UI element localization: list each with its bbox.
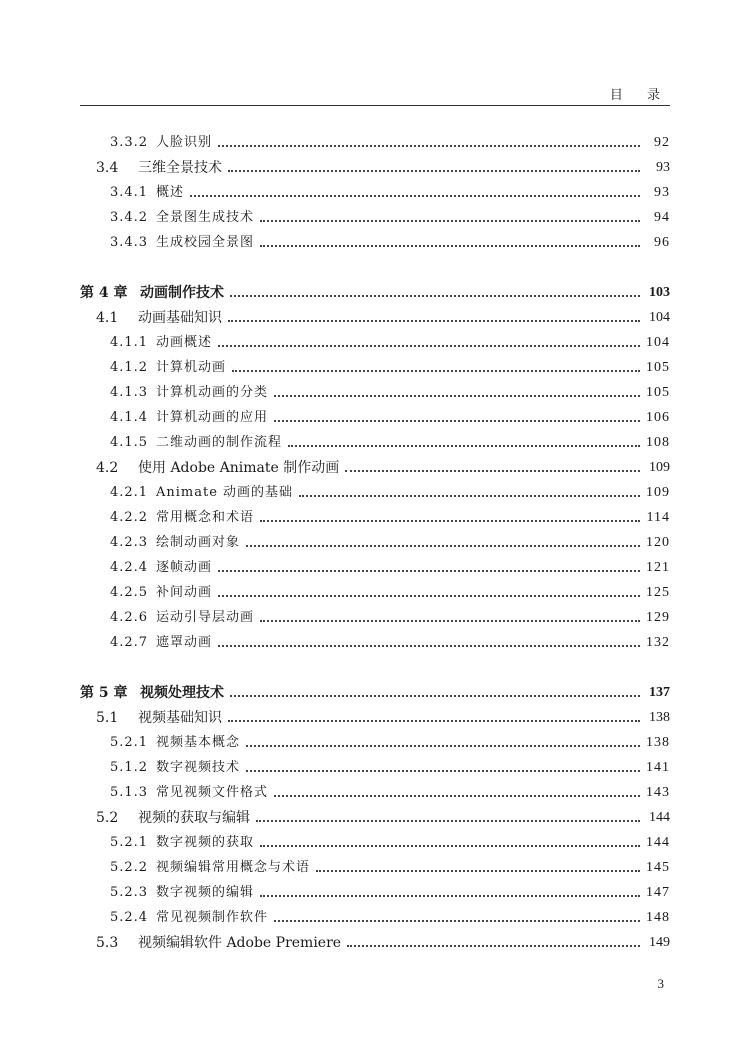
- toc-entry-title: 动画概述: [156, 335, 213, 350]
- toc-entry-page: 108: [646, 435, 670, 450]
- toc-entry-page: 109: [649, 460, 670, 475]
- toc-entry-sub[interactable]: [110, 730, 670, 752]
- toc-entry-number: 4.2.5: [110, 585, 149, 600]
- dot-leader: [299, 495, 640, 497]
- running-head-title: 目 录: [609, 88, 670, 103]
- toc-entry-title: 逐帧动画: [156, 560, 213, 575]
- toc-entry-page: 104: [646, 335, 670, 350]
- toc-entry-title: 人脸识别: [156, 135, 213, 150]
- toc-entry-title: 计算机动画的分类: [156, 385, 269, 400]
- toc-entry-title: 生成校园全景图: [156, 235, 255, 250]
- toc-entry-page: 141: [646, 760, 670, 775]
- dot-leader: [232, 370, 640, 372]
- toc-entry-page: 92: [654, 135, 670, 150]
- toc-entry-title: 概述: [156, 185, 185, 200]
- toc-entry-number: 4.1.5: [110, 435, 149, 450]
- dot-leader: [274, 920, 640, 922]
- toc-entry-title: Animate 动画的基础: [156, 485, 294, 500]
- toc-entry-page: 121: [646, 560, 670, 575]
- toc-entry-title: 数字视频的编辑: [156, 885, 255, 900]
- dot-leader: [316, 870, 640, 872]
- dot-leader: [228, 170, 640, 172]
- toc-entry-title: 常用概念和术语: [156, 510, 255, 525]
- toc-entry-number: 5.2: [96, 810, 119, 826]
- toc-entry-page: 93: [656, 160, 670, 175]
- toc-entry-sub[interactable]: [110, 755, 670, 777]
- toc-entry-title: 视频编辑常用概念与术语: [156, 860, 311, 875]
- toc-entry-number: 4.2.6: [110, 610, 149, 625]
- toc-entry-title: 绘制动画对象: [156, 535, 241, 550]
- dot-leader: [260, 845, 640, 847]
- dot-leader: [260, 220, 640, 222]
- toc-entry-page: 144: [646, 835, 670, 850]
- toc-entry-title: 常见视频文件格式: [156, 785, 269, 800]
- toc-entry-sub[interactable]: [110, 530, 670, 552]
- toc-entry-title: 视频的获取与编辑: [138, 810, 250, 826]
- toc-entry-sub[interactable]: [110, 480, 670, 502]
- toc-entry-number: 5.2.3: [110, 885, 149, 900]
- dot-leader: [218, 645, 640, 647]
- dot-leader: [260, 520, 640, 522]
- toc-entry-section[interactable]: [96, 930, 670, 952]
- toc-entry-sub[interactable]: [110, 580, 670, 602]
- dot-leader: [274, 420, 640, 422]
- dot-leader: [274, 395, 640, 397]
- toc-entry-page: 96: [654, 235, 670, 250]
- toc-entry-sub[interactable]: [110, 230, 670, 252]
- toc-entry-sub[interactable]: [110, 555, 670, 577]
- dot-leader: [288, 445, 640, 447]
- toc-entry-title: 使用 Adobe Animate 制作动画: [138, 460, 340, 476]
- toc-entry-title: 视频基础知识: [138, 710, 222, 726]
- toc-entry-number: 4.2: [96, 460, 119, 476]
- toc-entry-page: 148: [646, 910, 670, 925]
- toc-entry-section[interactable]: [96, 305, 670, 327]
- toc-entry-number: 5.1.3: [110, 785, 149, 800]
- dot-leader: [256, 820, 640, 822]
- toc-entry-number: 5.1.2: [110, 760, 149, 775]
- toc-entry-page: 138: [649, 710, 670, 725]
- toc-entry-sub[interactable]: [110, 905, 670, 927]
- dot-leader: [230, 695, 640, 697]
- toc-entry-title: 全景图生成技术: [156, 210, 255, 225]
- dot-leader: [260, 895, 640, 897]
- toc-entry-section[interactable]: [96, 455, 670, 477]
- toc-entry-page: 149: [649, 935, 670, 950]
- toc-entry-title: 动画制作技术: [140, 285, 224, 301]
- dot-leader: [228, 320, 640, 322]
- toc-entry-sub[interactable]: [110, 405, 670, 427]
- dot-leader: [218, 570, 640, 572]
- toc-entry-page: 120: [646, 535, 670, 550]
- toc-entry-number: 4.1: [96, 310, 119, 326]
- dot-leader: [246, 770, 640, 772]
- toc-entry-page: 147: [646, 885, 670, 900]
- dot-leader: [218, 145, 640, 147]
- toc-entry-title: 数字视频的获取: [156, 835, 255, 850]
- toc-entry-title: 计算机动画的应用: [156, 410, 269, 425]
- toc-entry-sub[interactable]: [110, 605, 670, 627]
- dot-leader: [230, 295, 640, 297]
- toc-entry-sub[interactable]: [110, 630, 670, 652]
- toc-entry-title: 视频基本概念: [156, 735, 241, 750]
- toc-entry-page: 145: [646, 860, 670, 875]
- toc-entry-number: 4.1.2: [110, 360, 149, 375]
- toc-entry-chapter[interactable]: [80, 680, 670, 702]
- toc-entry-number: 4.1.4: [110, 410, 149, 425]
- toc-entry-sub[interactable]: [110, 205, 670, 227]
- toc-entry-section[interactable]: [96, 805, 670, 827]
- toc-entry-title: 视频编辑软件 Adobe Premiere: [138, 935, 342, 951]
- toc-entry-number: 3.4.3: [110, 235, 149, 250]
- toc-entry-title: 二维动画的制作流程: [156, 435, 283, 450]
- toc-entry-number: 5.2.1: [110, 735, 149, 750]
- toc-entry-title: 数字视频技术: [156, 760, 241, 775]
- toc-entry-number: 5.2.4: [110, 910, 149, 925]
- toc-entry-section[interactable]: [96, 155, 670, 177]
- dot-leader: [218, 595, 640, 597]
- toc-entry-number: 4.2.2: [110, 510, 149, 525]
- toc-entry-page: 114: [646, 510, 670, 525]
- page-number: 3: [657, 976, 664, 991]
- toc-entry-title: 计算机动画: [156, 360, 227, 375]
- toc-entry-number: 3.4: [96, 160, 119, 176]
- dot-leader: [246, 545, 640, 547]
- toc-entry-number: 4.2.1: [110, 485, 149, 500]
- toc-entry-sub[interactable]: [110, 430, 670, 452]
- toc-entry-page: 103: [649, 285, 670, 300]
- toc-entry-sub[interactable]: [110, 830, 670, 852]
- toc-entry-number: 3.4.2: [110, 210, 149, 225]
- dot-leader: [190, 195, 640, 197]
- toc-entry-number: 4.2.3: [110, 535, 149, 550]
- toc-entry-page: 94: [654, 210, 670, 225]
- toc-entry-sub[interactable]: [110, 380, 670, 402]
- header-rule: [80, 105, 670, 106]
- toc-entry-sub[interactable]: [110, 130, 670, 152]
- toc-entry-section[interactable]: [96, 705, 670, 727]
- toc-entry-number: 第 5 章: [80, 685, 128, 701]
- toc-entry-sub[interactable]: [110, 505, 670, 527]
- toc-entry-page: 105: [646, 360, 670, 375]
- toc-entry-title: 三维全景技术: [138, 160, 222, 176]
- toc-entry-page: 132: [646, 635, 670, 650]
- dot-leader: [347, 945, 640, 947]
- toc-entry-sub[interactable]: [110, 880, 670, 902]
- toc-entry-title: 动画基础知识: [138, 310, 222, 326]
- toc-entry-sub[interactable]: [110, 330, 670, 352]
- toc-entry-title: 常见视频制作软件: [156, 910, 269, 925]
- toc-entry-title: 补间动画: [156, 585, 213, 600]
- toc-entry-number: 4.2.7: [110, 635, 149, 650]
- toc-entry-sub[interactable]: [110, 780, 670, 802]
- dot-leader: [345, 470, 640, 472]
- toc-entry-number: 4.1.3: [110, 385, 149, 400]
- dot-leader: [260, 620, 640, 622]
- toc-entry-number: 4.1.1: [110, 335, 149, 350]
- toc-entry-number: 第 4 章: [80, 285, 128, 301]
- toc-entry-title: 视频处理技术: [140, 685, 224, 701]
- toc-entry-chapter[interactable]: [80, 280, 670, 302]
- dot-leader: [228, 720, 640, 722]
- toc-entry-title: 遮罩动画: [156, 635, 213, 650]
- toc-entry-page: 105: [646, 385, 670, 400]
- toc-entry-page: 143: [646, 785, 670, 800]
- toc-entry-page: 104: [649, 310, 670, 325]
- toc-entry-page: 93: [654, 185, 670, 200]
- dot-leader: [260, 245, 640, 247]
- toc-entry-number: 4.2.4: [110, 560, 149, 575]
- toc-entry-number: 5.1: [96, 710, 119, 726]
- toc-entry-number: 3.4.1: [110, 185, 149, 200]
- toc-entry-page: 137: [649, 685, 670, 700]
- toc-entry-page: 129: [646, 610, 670, 625]
- toc-entry-title: 运动引导层动画: [156, 610, 255, 625]
- toc-entry-sub[interactable]: [110, 180, 670, 202]
- toc-entry-page: 138: [646, 735, 670, 750]
- dot-leader: [274, 795, 640, 797]
- toc-entry-number: 3.3.2: [110, 135, 149, 150]
- toc-entry-number: 5.2.2: [110, 860, 149, 875]
- toc-entry-page: 106: [646, 410, 670, 425]
- toc-entry-number: 5.3: [96, 935, 119, 951]
- dot-leader: [218, 345, 640, 347]
- toc-entry-sub[interactable]: [110, 355, 670, 377]
- toc-entry-sub[interactable]: [110, 855, 670, 877]
- toc-entry-page: 144: [649, 810, 670, 825]
- toc-entry-number: 5.2.1: [110, 835, 149, 850]
- toc-entry-page: 109: [646, 485, 670, 500]
- dot-leader: [246, 745, 640, 747]
- toc-entry-page: 125: [646, 585, 670, 600]
